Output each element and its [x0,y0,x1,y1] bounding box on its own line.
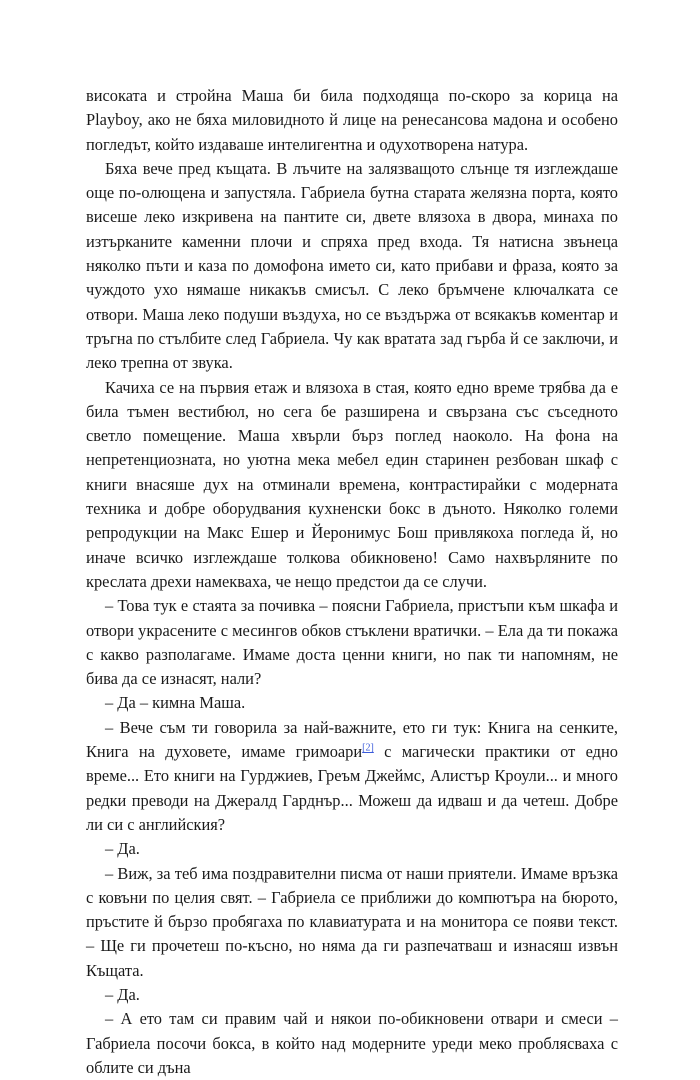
paragraph [86,716,618,837]
paragraph: високата и стройна Маша би била подходяща по-скоро за корица на Playboy, ако не бяха миловидното й лице на ренесансова мадона и особено погледът, който издаваше интелигентна и одухотворена натура. [86,86,618,154]
paragraph: – Да. [105,984,140,1004]
paragraph: – Да. [105,839,140,859]
paragraph: – А ето там си правим чай и някои по-обикновени отвари и смеси – Габриела посочи бокса, в който над модерните уреди меко проблясваха с облите си дъна [86,1009,618,1077]
paragraph-text: с магически практики от едно време... Ето книги на Гурджиев, Греъм Джеймс, Алистър Кроули... и много редки преводи на Джералд Гарднър... Можеш да идваш и да четеш. Добре ли си с английския? [86,742,618,834]
footnote-link[interactable]: [2] [362,742,374,754]
paragraph: – Това тук е стаята за почивка – поясни Габриела, пристъпи към шкафа и отвори украсените с месингов обков стъклени вратички. – Ела да ти покажа с какво разполагаме. Имаме доста ценни книги, но пак ти напомням, не бива да се изнасят, нали? [86,596,618,689]
page-body [86,84,618,1080]
paragraph: Бяха вече пред къщата. В лъчите на залязващото слънце тя изглеждаше още по-олющена и запустяла. Габриела бутна старата желязна порта, която висеше леко изкривена на пантите си, двете влязоха в двора, минаха по изтърканите каменни плочи и спряха пред входа. Тя натисна звънеца няколко пъти и каза по домофона името си, като прибави и фраза, която за чуждото ухо нямаше никакъв смисъл. С леко бръмчене ключалката се отвори. Маша леко подуши въздуха, но се въздържа от всякакъв коментар и тръгна по стълбите след Габриела. Чу как вратата зад гърба й се заключи, и леко трепна от звука. [86,158,618,373]
paragraph: – Да – кимна Маша. [105,693,246,713]
paragraph: Качиха се на първия етаж и влязоха в стая, която едно време трябва да е била тъмен вестибюл, но сега бе разширена и свързана със съседното светло помещение. Маша хвърли бърз поглед наоколо. На фона на непретенциозната, но уютна мека мебел един старинен резбован шкаф с книги внасяше дух на отминали времена, контрастирайки с модерната техника и добре оборудвания кухненски бокс в дъното. Няколко големи репродукции на Макс Ешер и Йеронимус Бош привлякоха погледа й, но иначе всичко изглеждаше толкова обикновено! Само нахвърляните по креслата дрехи намекваха, че нещо предстои да се случи. [86,377,618,591]
paragraph: – Виж, за теб има поздравителни писма от наши приятели. Имаме връзка с ковъни по целия свят. – Габриела се приближи до компютъра на бюрото, пръстите й бързо пробягаха по клавиатурата и на монитора се появи текст. – Ще ги прочетеш по-късно, но няма да ги разпечатваш и изнасяш извън Къщата. [86,863,618,980]
paragraph-text: – Вече съм ти говорила за най-важните, ето ги тук: Книга на сенките, Книга на духовете, имаме гримоари [86,717,618,762]
